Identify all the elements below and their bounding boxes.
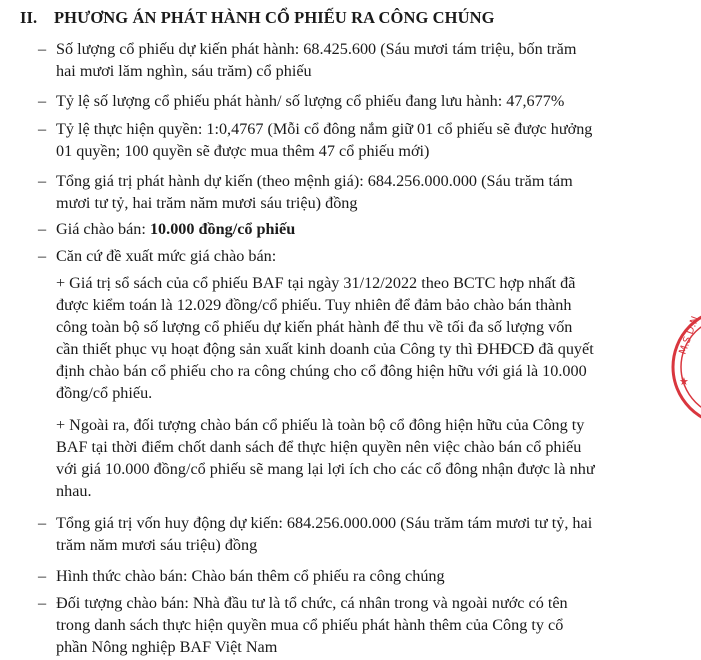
list-item-offer-method <box>38 565 656 587</box>
dash-bullet: – <box>38 120 47 138</box>
paragraph-line: + Ngoài ra, đối tượng chào bán cổ phiếu là toàn bộ cổ đông hiện hữu của Công ty <box>56 416 585 434</box>
list-item-total-value <box>38 170 656 214</box>
company-seal-stamp <box>661 305 701 425</box>
list-item-offer-target <box>38 592 656 658</box>
list-item-line: Tổng giá trị phát hành dự kiến (theo mệnh giá): 684.256.000.000 (Sáu trăm tám <box>56 172 573 190</box>
paragraph-line: BAF tại thời điểm chốt danh sách để thực hiện quyền nên việc chào bán cổ phiếu <box>56 438 582 456</box>
list-item-line: 01 quyền; 100 quyền sẽ được mua thêm 47 cổ phiếu mới) <box>56 142 430 160</box>
list-item-line: Căn cứ đề xuất mức giá chào bán: <box>56 247 277 265</box>
paragraph-line: định chào bán cổ phiếu cho ra công chúng cho cổ đông hiện hữu với giá là 10.000 <box>56 362 587 380</box>
list-item-capital-raised <box>38 512 656 556</box>
dash-bullet: – <box>38 567 47 585</box>
dash-bullet: – <box>38 92 47 110</box>
list-item-line: Đối tượng chào bán: Nhà đầu tư là tổ chức, cá nhân trong và ngoài nước có tên <box>56 594 568 612</box>
list-item-ratio <box>38 90 656 112</box>
offer-price-label: Giá chào bán: <box>56 220 150 238</box>
section-number: II. <box>20 8 38 27</box>
section-heading <box>20 8 495 28</box>
dash-bullet: – <box>38 594 47 612</box>
section-title: PHƯƠNG ÁN PHÁT HÀNH CỔ PHIẾU RA CÔNG CHÚNG <box>54 8 495 27</box>
basis-paragraph-book-value <box>56 272 656 404</box>
dash-bullet: – <box>38 172 47 190</box>
paragraph-line: nhau. <box>56 482 92 500</box>
offer-price-value: 10.000 đồng/cổ phiếu <box>149 220 296 238</box>
paragraph-line: được kiểm toán là 12.029 đồng/cổ phiếu. Tuy nhiên để đảm bảo chào bán thành <box>56 296 572 314</box>
paragraph-line: với giá 10.000 đồng/cổ phiếu sẽ mang lại lợi ích cho các cổ đông nhận được là như <box>56 460 595 478</box>
list-item-offer-price <box>38 218 656 240</box>
list-item-line: mươi tư tỷ, hai trăm năm mươi sáu triệu) đồng <box>56 194 358 212</box>
list-item-line: trong danh sách thực hiện quyền mua cổ phiếu phát hành thêm của Công ty cổ <box>56 616 564 634</box>
list-item-line: Tỷ lệ thực hiện quyền: 1:0,4767 (Mỗi cổ đông nắm giữ 01 cổ phiếu sẽ được hưởng <box>56 120 593 138</box>
seal-text: M.S.D.N <box>677 314 701 357</box>
dash-bullet: – <box>38 220 47 238</box>
list-item-line: Hình thức chào bán: Chào bán thêm cổ phiếu ra công chúng <box>56 567 445 585</box>
dash-bullet: – <box>38 247 47 265</box>
paragraph-line: cần thiết phục vụ hoạt động sản xuất kinh doanh của Công ty thì ĐHĐCĐ đã quyết <box>56 340 594 358</box>
seal-star-icon: ★ <box>679 375 689 388</box>
list-item-quantity <box>38 38 656 82</box>
basis-paragraph-shareholders <box>56 414 656 502</box>
list-item-line: Tỷ lệ số lượng cổ phiếu phát hành/ số lượng cổ phiếu đang lưu hành: 47,677% <box>56 92 565 110</box>
list-item-exercise-ratio <box>38 118 656 162</box>
paragraph-line: công toàn bộ số lượng cổ phiếu dự kiến phát hành để thu về tối đa số lượng vốn <box>56 318 573 336</box>
list-item-price-basis <box>38 245 656 267</box>
list-item-line: hai mươi lăm nghìn, sáu trăm) cổ phiếu <box>56 62 312 80</box>
paragraph-line: + Giá trị sổ sách của cổ phiếu BAF tại ngày 31/12/2022 theo BCTC hợp nhất đã <box>56 274 576 292</box>
paragraph-line: đồng/cổ phiếu. <box>56 384 153 402</box>
dash-bullet: – <box>38 514 47 532</box>
list-item-line: Số lượng cổ phiếu dự kiến phát hành: 68.425.600 (Sáu mươi tám triệu, bốn trăm <box>56 40 577 58</box>
list-item-line: Tổng giá trị vốn huy động dự kiến: 684.256.000.000 (Sáu trăm tám mươi tư tỷ, hai <box>56 514 593 532</box>
list-item-line: trăm năm mươi sáu triệu) đồng <box>56 536 258 554</box>
dash-bullet: – <box>38 40 47 58</box>
list-item-line: phần Nông nghiệp BAF Việt Nam <box>56 638 278 656</box>
